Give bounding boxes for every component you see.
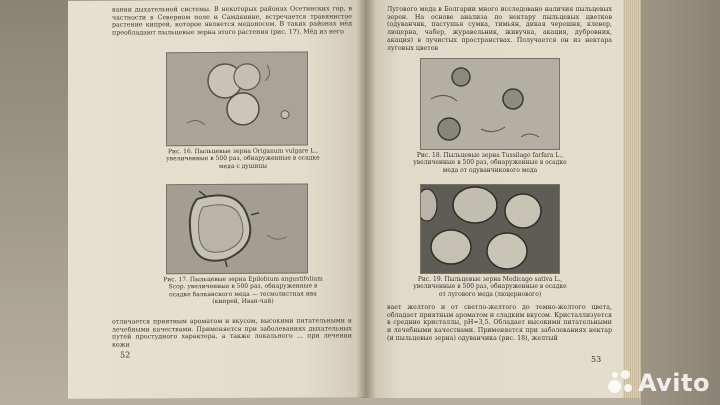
figure-19-micrograph xyxy=(421,185,559,273)
left-page xyxy=(68,0,365,399)
figure-17-caption: Рис. 17. Пыльцевые зерна Epilobium angustifolium Scop. увеличенные в 500 раз, обнаруженные в осадке балканского меда — тесмолистная ива (кипрей, Иван-чай) xyxy=(163,275,323,305)
avito-wordmark: Avito xyxy=(637,369,710,397)
book-cover-edge xyxy=(641,0,720,405)
figure-18-caption: Рис. 18. Пыльцевые зерна Tussilago farfara L., увеличенные в 500 раз, обнаруженные в осадке меда от одуванчикового меда xyxy=(413,152,567,174)
page-edges xyxy=(623,0,641,398)
figure-19-caption: Рис. 19. Пыльцевые зерна Medicago sativa L., увеличенные в 500 раз, обнаруженные в осадке от лугового меда (люцернового) xyxy=(413,276,567,298)
figure-18-photo xyxy=(420,58,560,150)
figure-19-photo xyxy=(420,184,560,274)
avito-watermark xyxy=(608,369,710,397)
figure-16-photo xyxy=(166,52,308,147)
right-page xyxy=(365,0,623,398)
left-page-top-text: вании дыхательной системы. В некоторых районах Осетинских гор, в частности в Северном поле и Самдянине, встречается травянистое растение кипрей, которое является медоносом. В таких районах мёд преобладают пыльцевые зерна этого растения (рис. 17). Мёд из него xyxy=(112,5,352,37)
right-page-number: 53 xyxy=(591,355,602,364)
figure-18-micrograph xyxy=(421,59,559,149)
figure-17-photo xyxy=(166,184,308,275)
left-page-bottom-text: отличается приятным ароматом и вкусом, высокими питательными и лечебными качествами. Применяется при заболеваниях дыхательных путей простудного характера, а также локального ... при лечении кожи xyxy=(112,317,352,349)
avito-logo-icon xyxy=(608,370,634,396)
book-gutter xyxy=(356,0,376,398)
figure-17-micrograph xyxy=(167,185,307,274)
figure-16-micrograph xyxy=(167,53,307,146)
right-page-top-text: Лугового меда в Болгарии много исследовано наличия пыльцевых зерен. На основе анализа по нектару пыльцевых цветков (одуванчик, пастушья сумка, тимьян, дикая черешня, клевер, люцерна, чабер, журавельник, живучка, акация, дубровник, акация) в лучистых пространствах. Получается он из нектара луговых цветов xyxy=(387,6,612,52)
right-page-bottom-text: вает желтого и от светло-желтого до темно-желтого цвета, обладает приятным ароматом и сладким вкусом. Кристаллизуется в средние кристаллы, pH=3,5. Обладает высокими питательными и лечебными качествами. Применяется при заболеваниях нектар (и пыльцевые зерна) одуванчика (рис. 18), желтый xyxy=(387,304,612,342)
left-page-number: 52 xyxy=(120,350,131,360)
figure-16-caption: Рис. 16. Пыльцевые зерна Origanum vulgare L., увеличенные в 500 раз, обнаруженные в осадке меда с душицы xyxy=(166,147,320,170)
